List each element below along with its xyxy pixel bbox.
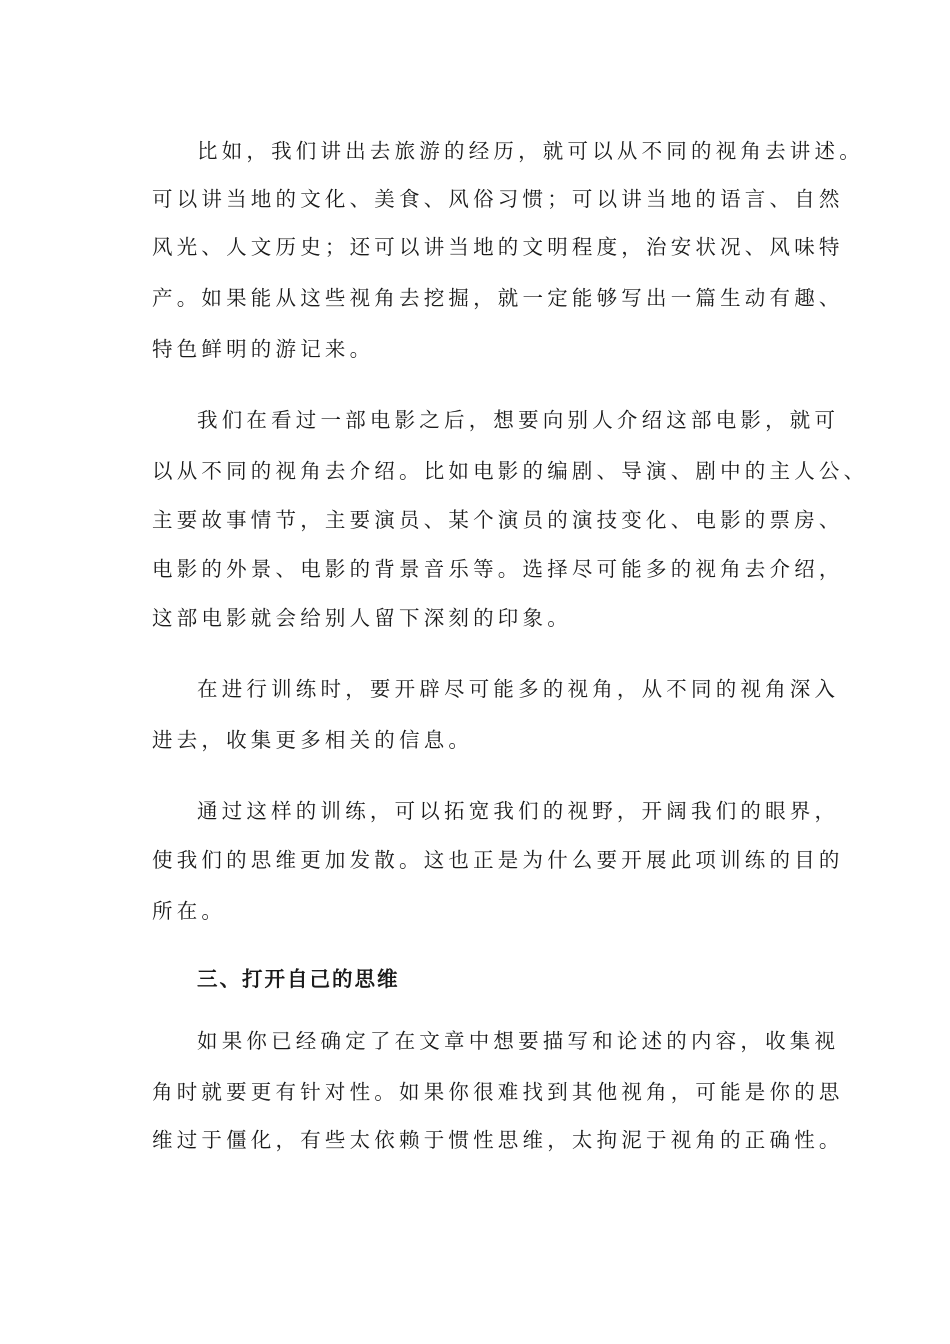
- paragraph-2-line-5: 这部电影就会给别人留下深刻的印象。: [152, 606, 572, 630]
- paragraph-2-line-2: 以从不同的视角去介绍。比如电影的编剧、导演、剧中的主人公、: [152, 459, 869, 483]
- paragraph-2-line-1: 我们在看过一部电影之后，想要向别人介绍这部电影，就可: [197, 408, 840, 432]
- paragraph-3-line-2: 进去，收集更多相关的信息。: [152, 728, 474, 752]
- paragraph-5-line-1: 如果你已经确定了在文章中想要描写和论述的内容，收集视: [197, 1029, 840, 1053]
- paragraph-5-line-3: 维过于僵化，有些太依赖于惯性思维，太拘泥于视角的正确性。: [152, 1128, 844, 1152]
- paragraph-4-line-2: 使我们的思维更加发散。这也正是为什么要开展此项训练的目的: [152, 848, 844, 872]
- paragraph-2-line-3: 主要故事情节，主要演员、某个演员的演技变化、电影的票房、: [152, 508, 844, 532]
- paragraph-4-line-3: 所在。: [152, 899, 227, 923]
- paragraph-1-line-3: 风光、人文历史；还可以讲当地的文明程度，治安状况、风味特: [152, 235, 844, 259]
- paragraph-5-line-2: 角时就要更有针对性。如果你很难找到其他视角，可能是你的思: [152, 1080, 844, 1104]
- paragraph-3-line-1: 在进行训练时，要开辟尽可能多的视角，从不同的视角深入: [197, 677, 840, 701]
- paragraph-1-line-4: 产。如果能从这些视角去挖掘，就一定能够写出一篇生动有趣、: [152, 286, 844, 310]
- paragraph-4-line-1: 通过这样的训练，可以拓宽我们的视野，开阔我们的眼界，: [197, 799, 840, 823]
- paragraph-1-line-1: 比如，我们讲出去旅游的经历，就可以从不同的视角去讲述。: [197, 139, 864, 163]
- paragraph-1-line-2: 可以讲当地的文化、美食、风俗习惯；可以讲当地的语言、自然: [152, 187, 844, 211]
- section-heading: 三、打开自己的思维: [197, 967, 400, 991]
- paragraph-1-line-5: 特色鲜明的游记来。: [152, 337, 375, 361]
- paragraph-2-line-4: 电影的外景、电影的背景音乐等。选择尽可能多的视角去介绍，: [152, 557, 844, 581]
